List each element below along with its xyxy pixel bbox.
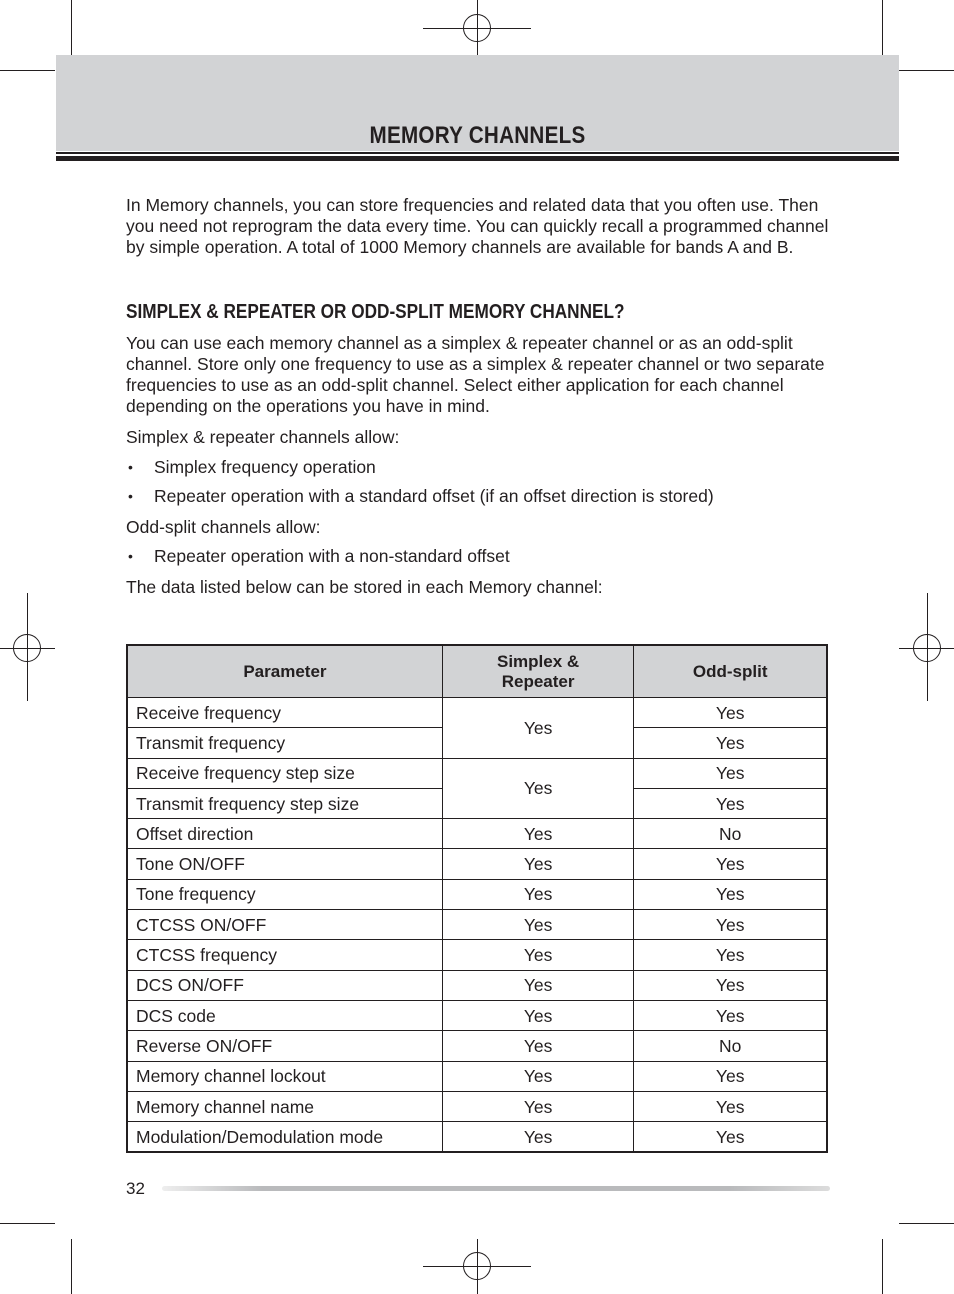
table-cell-oddsplit: Yes — [634, 728, 827, 758]
table-cell-parameter: Transmit frequency — [127, 728, 442, 758]
table-row — [127, 1061, 827, 1091]
column-header-simplex-repeater-text: Simplex & Repeater — [497, 651, 580, 691]
table-cell-oddsplit: Yes — [634, 758, 827, 788]
bullet-icon: • — [128, 487, 133, 504]
page-title: MEMORY CHANNELS — [369, 122, 586, 149]
table-cell-parameter: Tone frequency — [127, 879, 442, 909]
table-cell-parameter: Reverse ON/OFF — [127, 1031, 442, 1061]
table-cell-oddsplit: No — [634, 1031, 827, 1061]
table-cell-oddsplit: Yes — [634, 970, 827, 1000]
list-item-text: Repeater operation with a non-standard offset — [154, 546, 510, 567]
list-item — [126, 486, 830, 507]
list-item — [126, 457, 830, 478]
table-cell-oddsplit: No — [634, 819, 827, 849]
table-cell-simplex: Yes — [442, 1122, 634, 1153]
table-cell-simplex: Yes — [442, 819, 634, 849]
table-cell-oddsplit: Yes — [634, 849, 827, 879]
table-row — [127, 940, 827, 970]
table-cell-oddsplit: Yes — [634, 1091, 827, 1121]
table-row — [127, 819, 827, 849]
column-header-simplex-repeater — [442, 645, 634, 698]
table-row — [127, 879, 827, 909]
table-cell-parameter: Offset direction — [127, 819, 442, 849]
table-cell-oddsplit: Yes — [634, 879, 827, 909]
table-cell-oddsplit: Yes — [634, 940, 827, 970]
bullet-icon: • — [128, 548, 133, 565]
table-cell-parameter: DCS ON/OFF — [127, 970, 442, 1000]
table-cell-simplex: Yes — [442, 1000, 634, 1030]
table-cell-oddsplit: Yes — [634, 698, 827, 728]
simplex-intro: Simplex & repeater channels allow: — [126, 427, 400, 448]
table-cell-parameter: CTCSS frequency — [127, 940, 442, 970]
table-cell-parameter: Memory channel name — [127, 1091, 442, 1121]
oddsplit-intro: Odd-split channels allow: — [126, 517, 321, 538]
table-cell-oddsplit: Yes — [634, 1000, 827, 1030]
table-cell-parameter: CTCSS ON/OFF — [127, 910, 442, 940]
table-cell-oddsplit: Yes — [634, 1061, 827, 1091]
table-row — [127, 758, 827, 788]
table-header-row — [127, 645, 827, 698]
table-cell-simplex: Yes — [442, 940, 634, 970]
table-cell-simplex: Yes — [442, 849, 634, 879]
page-number: 32 — [126, 1179, 145, 1198]
memory-data-table — [126, 644, 828, 1153]
table-row — [127, 698, 827, 728]
section-heading: SIMPLEX & REPEATER OR ODD-SPLIT MEMORY CHANNEL? — [126, 300, 625, 323]
table-cell-oddsplit: Yes — [634, 1122, 827, 1153]
table-cell-parameter: Receive frequency step size — [127, 758, 442, 788]
title-rule-thick — [56, 156, 899, 161]
section-paragraph: You can use each memory channel as a simplex & repeater channel or as an odd-split channel. Store only one frequency to use as a simplex & repeater channel or two separate frequencies to use as an odd-split channel. Select either application for each channel depending on the operations you have in mind. — [126, 332, 825, 417]
table-cell-oddsplit: Yes — [634, 910, 827, 940]
table-row — [127, 849, 827, 879]
table-row — [127, 1091, 827, 1121]
table-cell-simplex: Yes — [442, 1091, 634, 1121]
table-cell-simplex: Yes — [442, 698, 634, 759]
list-item-text: Simplex frequency operation — [154, 456, 376, 477]
table-cell-simplex: Yes — [442, 970, 634, 1000]
list-item — [126, 546, 830, 567]
table-row — [127, 1031, 827, 1061]
table-cell-oddsplit: Yes — [634, 788, 827, 818]
table-cell-parameter: Memory channel lockout — [127, 1061, 442, 1091]
table-cell-simplex: Yes — [442, 879, 634, 909]
table-intro: The data listed below can be stored in each Memory channel: — [126, 577, 603, 598]
table-cell-simplex: Yes — [442, 1031, 634, 1061]
table-row — [127, 910, 827, 940]
intro-paragraph: In Memory channels, you can store frequencies and related data that you often use. Then you need not reprogram the data every time. You can quickly recall a programmed channel by simple operation. A total of 1000 Memory channels are available for bands A and B. — [126, 195, 829, 258]
main-content — [126, 195, 830, 599]
table-cell-parameter: Modulation/Demodulation mode — [127, 1122, 442, 1153]
bullet-icon: • — [128, 458, 133, 475]
table-row — [127, 970, 827, 1000]
table-cell-simplex: Yes — [442, 758, 634, 819]
table-row — [127, 1122, 827, 1153]
column-header-odd-split: Odd-split — [634, 645, 827, 698]
title-rule — [56, 152, 899, 154]
column-header-parameter: Parameter — [127, 645, 442, 698]
table-cell-simplex: Yes — [442, 1061, 634, 1091]
table-cell-simplex: Yes — [442, 910, 634, 940]
table-cell-parameter: Transmit frequency step size — [127, 788, 442, 818]
table-cell-parameter: Receive frequency — [127, 698, 442, 728]
table-cell-parameter: Tone ON/OFF — [127, 849, 442, 879]
footer-rule — [162, 1186, 830, 1191]
table-cell-parameter: DCS code — [127, 1000, 442, 1030]
list-item-text: Repeater operation with a standard offset (if an offset direction is stored) — [154, 485, 714, 506]
table-row — [127, 1000, 827, 1030]
